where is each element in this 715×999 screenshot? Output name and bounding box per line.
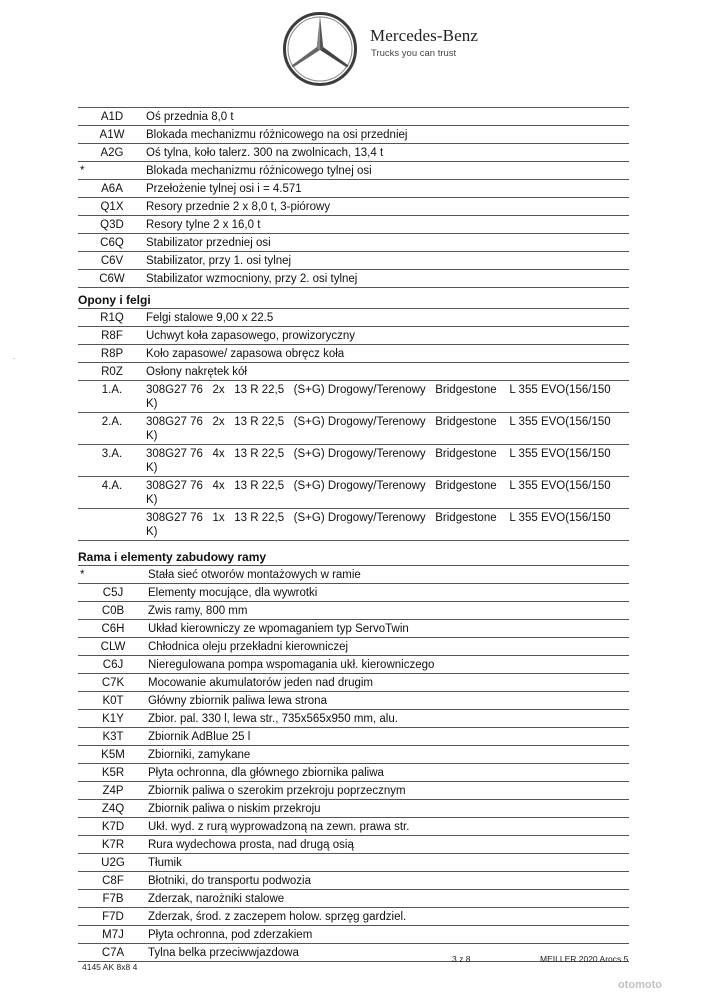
- footer-model: MEILLER 2020 Arocs 5: [540, 954, 629, 964]
- brand-tagline: Trucks you can trust: [371, 48, 457, 59]
- option-code: 1.A.: [78, 381, 146, 413]
- footer-doc-code: 4145 AK 8x8 4: [82, 962, 138, 972]
- option-code: K5M: [78, 746, 148, 764]
- tyre-spec-continuation: K): [146, 494, 158, 506]
- option-code: A6A: [78, 180, 146, 198]
- table-row: [78, 180, 629, 198]
- tyre-spec-line: 308G27 76 2x 13 R 22,5 (S+G) Drogowy/Terenowy Bridgestone L 355 EVO(156/150: [146, 384, 611, 396]
- table-row: [78, 926, 629, 944]
- option-description: Oś tylna, koło talerz. 300 na zwolnicach, 13,4 t: [146, 144, 629, 162]
- option-description: Ukł. wyd. z rurą wyprowadzoną na zewn. prawa str.: [148, 818, 629, 836]
- option-description: Zwis ramy, 800 mm: [148, 602, 629, 620]
- option-description: Elementy mocujące, dla wywrotki: [148, 584, 629, 602]
- option-code: R0Z: [78, 363, 146, 381]
- option-description: [146, 477, 629, 509]
- option-description: Koło zapasowe/ zapasowa obręcz koła: [146, 345, 629, 363]
- table-row: [78, 413, 629, 445]
- axle-suspension-table: [78, 107, 629, 288]
- option-code: C6J: [78, 656, 148, 674]
- section-title-tyres: Opony i felgi: [78, 293, 151, 307]
- option-code: A1W: [78, 126, 146, 144]
- option-code: Q1X: [78, 198, 146, 216]
- option-code: 4.A.: [78, 477, 146, 509]
- table-row: [78, 445, 629, 477]
- option-code: R8P: [78, 345, 146, 363]
- option-code: *: [78, 566, 148, 584]
- option-code: C6Q: [78, 234, 146, 252]
- option-description: Zbiornik paliwa o niskim przekroju: [148, 800, 629, 818]
- option-code: A2G: [78, 144, 146, 162]
- tyre-spec-line: 308G27 76 1x 13 R 22,5 (S+G) Drogowy/Terenowy Bridgestone L 355 EVO(156/150: [146, 512, 611, 524]
- table-row: [78, 363, 629, 381]
- option-description: Osłony nakrętek kół: [146, 363, 629, 381]
- table-row: [78, 381, 629, 413]
- option-code: *: [78, 162, 146, 180]
- option-description: [146, 381, 629, 413]
- table-row: [78, 620, 629, 638]
- table-row: [78, 764, 629, 782]
- table-row: [78, 872, 629, 890]
- option-description: Zbior. pal. 330 l, lewa str., 735x565x950 mm, alu.: [148, 710, 629, 728]
- option-description: Uchwyt koła zapasowego, prowizoryczny: [146, 327, 629, 345]
- option-description: [146, 509, 629, 541]
- option-description: Mocowanie akumulatorów jeden nad drugim: [148, 674, 629, 692]
- option-code: M7J: [78, 926, 148, 944]
- table-row: [78, 692, 629, 710]
- option-code: 3.A.: [78, 445, 146, 477]
- table-row: [78, 252, 629, 270]
- table-row: [78, 309, 629, 327]
- table-row: [78, 584, 629, 602]
- footer-page-number: 3 z 8: [452, 954, 471, 964]
- option-code: R1Q: [78, 309, 146, 327]
- table-row: [78, 836, 629, 854]
- table-row: [78, 198, 629, 216]
- option-description: [146, 445, 629, 477]
- tyre-spec-continuation: K): [146, 430, 158, 442]
- option-code: K5R: [78, 764, 148, 782]
- table-row: [78, 234, 629, 252]
- option-description: Tłumik: [148, 854, 629, 872]
- frame-table: [78, 565, 629, 962]
- tyre-spec-line: 308G27 76 4x 13 R 22,5 (S+G) Drogowy/Terenowy Bridgestone L 355 EVO(156/150: [146, 448, 611, 460]
- option-code: K1Y: [78, 710, 148, 728]
- option-description: Płyta ochronna, pod zderzakiem: [148, 926, 629, 944]
- option-description: Stabilizator, przy 1. osi tylnej: [146, 252, 629, 270]
- option-code: F7B: [78, 890, 148, 908]
- option-code: C7K: [78, 674, 148, 692]
- option-description: Resory przednie 2 x 8,0 t, 3-piórowy: [146, 198, 629, 216]
- option-code: C6H: [78, 620, 148, 638]
- option-description: Błotniki, do transportu podwozia: [148, 872, 629, 890]
- table-row: [78, 126, 629, 144]
- option-description: Stabilizator przedniej osi: [146, 234, 629, 252]
- table-row: [78, 144, 629, 162]
- option-description: [146, 413, 629, 445]
- option-code: A1D: [78, 108, 146, 126]
- table-row: [78, 345, 629, 363]
- option-description: Płyta ochronna, dla głównego zbiornika paliwa: [148, 764, 629, 782]
- option-description: Felgi stalowe 9,00 x 22.5: [146, 309, 629, 327]
- page-header: [0, 0, 715, 100]
- brand-name: Mercedes-Benz: [370, 26, 478, 45]
- table-row: [78, 477, 629, 509]
- option-code: C5J: [78, 584, 148, 602]
- table-row: [78, 728, 629, 746]
- side-mark: .: [13, 352, 16, 361]
- table-row: [78, 800, 629, 818]
- option-code: C6W: [78, 270, 146, 288]
- table-row: [78, 908, 629, 926]
- table-row: [78, 216, 629, 234]
- section-title-frame: Rama i elementy zabudowy ramy: [78, 550, 267, 564]
- table-row: [78, 509, 629, 541]
- tyre-spec-line: 308G27 76 4x 13 R 22,5 (S+G) Drogowy/Terenowy Bridgestone L 355 EVO(156/150: [146, 480, 611, 492]
- option-description: Blokada mechanizmu różnicowego na osi przedniej: [146, 126, 629, 144]
- option-description: Układ kierowniczy ze wpomaganiem typ ServoTwin: [148, 620, 629, 638]
- option-description: Oś przednia 8,0 t: [146, 108, 629, 126]
- table-row: [78, 746, 629, 764]
- table-row: [78, 674, 629, 692]
- watermark: otomoto: [618, 979, 662, 991]
- table-row: [78, 270, 629, 288]
- table-row: [78, 602, 629, 620]
- option-description: Przełożenie tylnej osi i = 4.571: [146, 180, 629, 198]
- table-row: [78, 656, 629, 674]
- option-description: Tylna belka przeciwwjazdowa: [148, 944, 629, 962]
- mercedes-star-logo-icon: [281, 10, 359, 88]
- table-row: [78, 854, 629, 872]
- tyre-spec-continuation: K): [146, 398, 158, 410]
- option-code: R8F: [78, 327, 146, 345]
- tyre-spec-continuation: K): [146, 462, 158, 474]
- option-code: C7A: [78, 944, 148, 962]
- table-row: [78, 566, 629, 584]
- option-description: Stała sieć otworów montażowych w ramie: [148, 566, 629, 584]
- table-row: [78, 638, 629, 656]
- option-description: Resory tylne 2 x 16,0 t: [146, 216, 629, 234]
- table-row: [78, 108, 629, 126]
- table-row: [78, 162, 629, 180]
- option-description: Zbiorniki, zamykane: [148, 746, 629, 764]
- option-code: [78, 509, 146, 541]
- table-row: [78, 782, 629, 800]
- option-code: Q3D: [78, 216, 146, 234]
- option-description: Zbiornik AdBlue 25 l: [148, 728, 629, 746]
- option-description: Blokada mechanizmu różnicowego tylnej osi: [146, 162, 629, 180]
- option-description: Nieregulowana pompa wspomagania ukł. kierowniczego: [148, 656, 629, 674]
- option-code: K7R: [78, 836, 148, 854]
- option-description: Rura wydechowa prosta, nad drugą osią: [148, 836, 629, 854]
- option-description: Zderzak, narożniki stalowe: [148, 890, 629, 908]
- option-code: K7D: [78, 818, 148, 836]
- table-row: [78, 890, 629, 908]
- option-code: CLW: [78, 638, 148, 656]
- option-code: Z4P: [78, 782, 148, 800]
- option-description: Chłodnica oleju przekładni kierowniczej: [148, 638, 629, 656]
- tyre-spec-line: 308G27 76 2x 13 R 22,5 (S+G) Drogowy/Terenowy Bridgestone L 355 EVO(156/150: [146, 416, 611, 428]
- option-code: 2.A.: [78, 413, 146, 445]
- option-description: Główny zbiornik paliwa lewa strona: [148, 692, 629, 710]
- option-description: Zderzak, środ. z zaczepem holow. sprzęg gardziel.: [148, 908, 629, 926]
- option-description: Stabilizator wzmocniony, przy 2. osi tylnej: [146, 270, 629, 288]
- option-code: C8F: [78, 872, 148, 890]
- table-row: [78, 710, 629, 728]
- tyres-table: [78, 308, 629, 541]
- option-code: K0T: [78, 692, 148, 710]
- option-code: K3T: [78, 728, 148, 746]
- option-code: F7D: [78, 908, 148, 926]
- option-code: Z4Q: [78, 800, 148, 818]
- option-description: Zbiornik paliwa o szerokim przekroju poprzecznym: [148, 782, 629, 800]
- table-row: [78, 818, 629, 836]
- table-row: [78, 327, 629, 345]
- tyre-spec-continuation: K): [146, 526, 158, 538]
- option-code: U2G: [78, 854, 148, 872]
- option-code: C0B: [78, 602, 148, 620]
- option-code: C6V: [78, 252, 146, 270]
